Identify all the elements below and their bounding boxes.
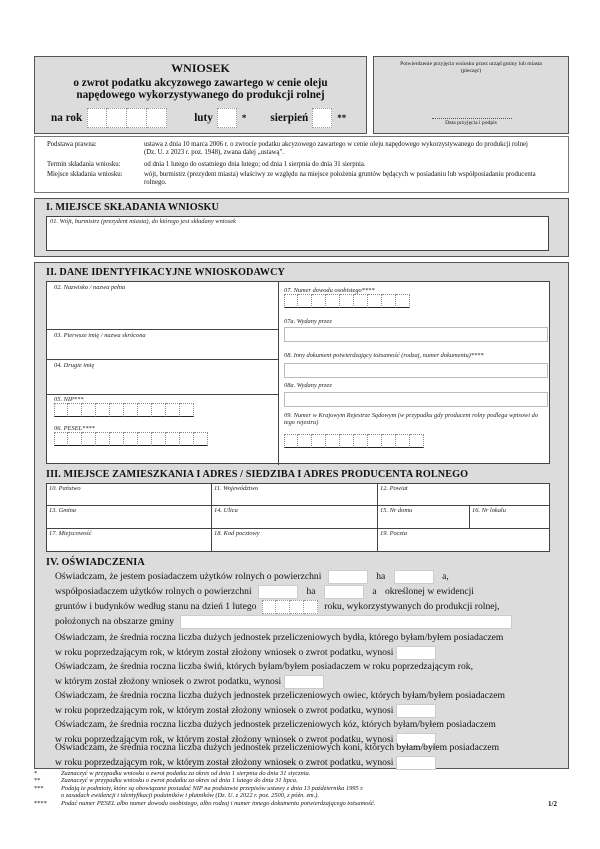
- section-1: [34, 198, 569, 257]
- section-3-grid: [46, 483, 550, 552]
- cattle-line-1: Oświadczam, że średnia roczna liczba dużych jednostek przeliczeniowych bydła, którego byłam/byłem posiadaczem: [55, 632, 504, 643]
- krs-digit-box[interactable]: [368, 434, 382, 448]
- pesel-digit-box[interactable]: [96, 432, 110, 446]
- section-2-title: II. DANE IDENTYFIKACYJNE WNIOSKODAWCY: [46, 267, 285, 278]
- footnote-2: [34, 777, 574, 784]
- section-1-title: I. MIEJSCE SKŁADANIA WNIOSKU: [46, 202, 220, 213]
- field-09-label: 09. Numer w Krajowym Rejestrze Sądowym (w przypadku gdy producent rolny podlega wpisowi do tego rejestru): [284, 412, 539, 427]
- field-08-other-document-input[interactable]: [284, 363, 548, 378]
- land-declaration: [55, 569, 512, 629]
- krs-digit-box[interactable]: [284, 434, 298, 448]
- field-06-pesel: [54, 425, 208, 446]
- field-19-label: 19. Poczta: [380, 530, 407, 537]
- id-digit-box[interactable]: [382, 294, 396, 308]
- id-digit-box[interactable]: [312, 294, 326, 308]
- pesel-digit-box[interactable]: [166, 432, 180, 446]
- coowned-area-ha-input[interactable]: [258, 585, 298, 599]
- field-08-label: 08. Inny dokument potwierdzający tożsamość (rodzaj, numer dokumentu)****: [284, 352, 484, 359]
- pigs-declaration: [55, 660, 473, 689]
- february-label: luty: [194, 112, 213, 124]
- footnote-text: Podają te podmioty, które są obowiązane posiadać NIP na podstawie przepisów ustawy z dnia 13 października 1995 r.: [61, 784, 364, 792]
- footnotes: [34, 770, 574, 807]
- field-04-label: 04. Drugie imię: [54, 362, 95, 369]
- nip-digit-box[interactable]: [152, 403, 166, 417]
- legal-basis-value: ustawa z dnia 10 marca 2006 r. o zwrocie podatku akcyzowego zawartego w cenie oleju napędowego wykorzystywanego do produkcji rolnej (Dz. U. z 2023 r. poz. 1948), zwana dalej „ustawą".: [144, 141, 528, 157]
- form-title: WNIOSEK: [171, 61, 230, 75]
- year-digit-box[interactable]: [147, 108, 167, 128]
- land-line-3-suffix: roku, wykorzystywanych do produkcji rolnej,: [324, 601, 500, 612]
- february-mark: *: [241, 113, 247, 123]
- pesel-digit-box[interactable]: [68, 432, 82, 446]
- horses-line-2: w roku poprzedzającym rok, w którym został złożony wniosek o zwrot podatku, wynosi: [55, 756, 394, 768]
- owned-area-ha-input[interactable]: [328, 570, 368, 584]
- august-checkbox[interactable]: [312, 108, 332, 128]
- page-number: 1/2: [548, 800, 557, 808]
- pesel-digit-box[interactable]: [82, 432, 96, 446]
- section-3-title: III. MIEJSCE ZAMIESZKANIA I ADRES / SIEDZIBA I ADRES PRODUCENTA ROLNEGO: [46, 469, 469, 480]
- field-15-house-number[interactable]: [378, 506, 470, 528]
- pesel-input[interactable]: [54, 432, 208, 446]
- footnote-3: [34, 785, 574, 792]
- id-digit-box[interactable]: [354, 294, 368, 308]
- footnote-mark: [34, 792, 61, 799]
- legal-basis-label: Podstawa prawna:: [47, 141, 97, 148]
- stamp-text: Potwierdzenie przyjęcia wniosku przez urząd gminy lub miasta (pieczęć): [400, 61, 542, 74]
- unit-ha: ha: [376, 571, 386, 582]
- pesel-digit-box[interactable]: [54, 432, 68, 446]
- footnote-4: [34, 800, 574, 807]
- sections-2-4: [34, 262, 569, 769]
- address-row-1: [47, 484, 549, 506]
- field-03-first-name[interactable]: [47, 330, 278, 360]
- field-01-authority[interactable]: [46, 216, 549, 251]
- nip-digit-box[interactable]: [68, 403, 82, 417]
- krs-digit-box[interactable]: [382, 434, 396, 448]
- footnote-mark: ****: [34, 799, 47, 807]
- field-16-label: 16. Nr lokalu: [472, 507, 506, 514]
- krs-input[interactable]: [284, 434, 424, 448]
- footnote-mark: **: [34, 777, 41, 785]
- august-label: sierpień: [270, 112, 309, 124]
- address-row-2: [47, 506, 549, 529]
- krs-digit-box[interactable]: [396, 434, 410, 448]
- owned-area-a-input[interactable]: [394, 570, 434, 584]
- nip-digit-box[interactable]: [166, 403, 180, 417]
- nip-input[interactable]: [54, 403, 194, 417]
- cattle-value-input[interactable]: [396, 646, 436, 660]
- field-08a-label: 08a. Wydany przez: [284, 382, 332, 389]
- pesel-digit-box[interactable]: [110, 432, 124, 446]
- nip-digit-box[interactable]: [110, 403, 124, 417]
- signature-dotted-line: [432, 118, 512, 119]
- land-line-1-text: Oświadczam, że jestem posiadaczem użytków rolnych o powierzchni: [55, 571, 322, 582]
- year-digit-box[interactable]: [127, 108, 147, 128]
- krs-digit-box[interactable]: [354, 434, 368, 448]
- year-digit-box[interactable]: [107, 108, 127, 128]
- field-15-label: 15. Nr domu: [380, 507, 413, 514]
- field-16-apartment-number[interactable]: [470, 506, 549, 528]
- pesel-digit-box[interactable]: [152, 432, 166, 446]
- cattle-line-2: w roku poprzedzającym rok, w którym został złożony wniosek o zwrot podatku, wynosi: [55, 646, 394, 658]
- land-line-2: [55, 584, 512, 599]
- unit-ha: ha: [306, 586, 316, 597]
- sheep-value-input[interactable]: [396, 704, 436, 718]
- field-17-label: 17. Miejscowość: [49, 530, 92, 537]
- column-divider: [278, 282, 279, 465]
- field-07a-issued-by-input[interactable]: [284, 327, 548, 342]
- footnote-mark: *: [34, 770, 38, 777]
- field-12-label: 12. Powiat: [380, 485, 408, 492]
- section-2-grid: [46, 281, 550, 464]
- field-11-voivodeship[interactable]: [212, 484, 378, 505]
- pesel-digit-box[interactable]: [138, 432, 152, 446]
- nip-digit-box[interactable]: [96, 403, 110, 417]
- land-line-2-text: współposiadaczem użytków rolnych o powierzchni: [55, 586, 252, 597]
- pigs-line-2: w którym został złożony wniosek o zwrot podatku, wynosi: [55, 675, 282, 687]
- id-digit-box[interactable]: [396, 294, 410, 308]
- sheep-declaration: [55, 689, 505, 718]
- field-17-locality[interactable]: [47, 529, 212, 551]
- id-number-input[interactable]: [284, 294, 410, 308]
- goats-line-2: w roku poprzedzającym rok, w którym został złożony wniosek o zwrot podatku, wynosi: [55, 733, 394, 745]
- krs-digit-box[interactable]: [326, 434, 340, 448]
- id-digit-box[interactable]: [340, 294, 354, 308]
- id-digit-box[interactable]: [368, 294, 382, 308]
- field-14-label: 14. Ulica: [214, 507, 238, 514]
- land-line-3-text: gruntów i budynków według stanu na dzień 1 lutego: [55, 601, 257, 612]
- footnote-3-cont: [34, 792, 574, 799]
- id-digit-box[interactable]: [284, 294, 298, 308]
- place-value: wójt, burmistrz (prezydent miasta) właściwy ze względu na miejsce położenia gruntów będących w posiadaniu lub współposiadaniu producenta rolnego.: [144, 171, 536, 187]
- krs-digit-box[interactable]: [410, 434, 424, 448]
- field-18-postal-code[interactable]: [212, 529, 378, 551]
- coowned-area-a-input[interactable]: [324, 585, 364, 599]
- form-subtitle-line1: o zwrot podatku akcyzowego zawartego w cenie oleju: [73, 77, 328, 89]
- horses-value-input[interactable]: [396, 756, 436, 770]
- pigs-value-input[interactable]: [284, 675, 324, 689]
- form-header: [34, 56, 367, 134]
- deadline-value: od dnia 1 lutego do ostatniego dnia lutego; od dnia 1 sierpnia do dnia 31 sierpnia.: [144, 161, 366, 168]
- land-year-digit-box[interactable]: [304, 600, 318, 614]
- id-digit-box[interactable]: [326, 294, 340, 308]
- field-07a-label: 07a. Wydany przez: [284, 318, 332, 325]
- unit-a: a,: [442, 571, 449, 582]
- field-13-label: 13. Gmina: [49, 507, 76, 514]
- land-line-3: [55, 599, 512, 614]
- land-line-4: [55, 614, 512, 629]
- field-11-label: 11. Województwo: [214, 485, 259, 492]
- field-19-post-office[interactable]: [378, 529, 549, 551]
- krs-digit-box[interactable]: [340, 434, 354, 448]
- pesel-digit-box[interactable]: [180, 432, 194, 446]
- land-year-input[interactable]: [262, 600, 318, 614]
- form-subtitle-line2: napędowego wykorzystywanego do produkcji rolnej: [76, 89, 325, 101]
- land-year-digit-box[interactable]: [262, 600, 276, 614]
- february-checkbox[interactable]: [217, 108, 237, 128]
- field-05-nip: [54, 396, 194, 417]
- field-02-surname[interactable]: [47, 282, 278, 330]
- nip-digit-box[interactable]: [180, 403, 194, 417]
- sheep-line-1: Oświadczam, że średnia roczna liczba dużych jednostek przeliczeniowych owiec, których byłam/byłem posiadaczem: [55, 690, 505, 701]
- field-08a-issued-by-input[interactable]: [284, 392, 548, 407]
- period-row: [51, 108, 346, 128]
- cattle-declaration: [55, 631, 503, 660]
- section-4-title: IV. OŚWIADCZENIA: [46, 557, 145, 568]
- field-13-municipality[interactable]: [47, 506, 212, 528]
- field-03-label: 03. Pierwsze imię / nazwa skrócona: [54, 332, 146, 339]
- field-02-label: 02. Nazwisko / nazwa pełna: [54, 284, 126, 291]
- field-10-label: 10. Państwo: [49, 485, 81, 492]
- legal-info-box: [34, 136, 569, 193]
- unit-a: a: [372, 586, 377, 597]
- footnote-text: Zaznaczyć w przypadku wniosku o zwrot podatku za okres od dnia 1 sierpnia do dnia 31 stycznia.: [61, 770, 311, 777]
- date-signature-label: Data przyjęcia i podpis: [445, 120, 497, 126]
- sheep-line-2: w roku poprzedzającym rok, w którym został złożony wniosek o zwrot podatku, wynosi: [55, 704, 394, 716]
- field-14-street[interactable]: [212, 506, 378, 528]
- year-label: na rok: [51, 112, 83, 124]
- field-05-label: 05. NIP***: [54, 396, 84, 403]
- field-10-country[interactable]: [47, 484, 212, 505]
- goats-line-1: Oświadczam, że średnia roczna liczba dużych jednostek przeliczeniowych kóz, których byłam/byłem posiadaczem: [55, 719, 496, 730]
- address-row-3: [47, 529, 549, 551]
- field-04-second-name[interactable]: [47, 360, 278, 395]
- year-input[interactable]: [87, 108, 167, 128]
- august-mark: **: [337, 113, 347, 123]
- field-18-label: 18. Kod pocztowy: [214, 530, 260, 537]
- footnote-text: Podać numer PESEL albo numer dowodu osobistego, albo rodzaj i numer innego dokumentu potwierdzającego tożsamość.: [61, 799, 376, 807]
- footnote-1: [34, 770, 574, 777]
- footnote-text: Zaznaczyć w przypadku wniosku o zwrot podatku za okres od dnia 1 lutego do dnia 31 lipca.: [61, 777, 298, 785]
- deadline-label: Termin składania wniosku:: [47, 161, 121, 168]
- field-07-label: 07. Numer dowodu osobistego****: [284, 287, 375, 294]
- nip-digit-box[interactable]: [82, 403, 96, 417]
- footnote-text: o zasadach ewidencji i identyfikacji podatników i płatników (Dz. U. z 2022 r. poz. 2500, z późn. zm.).: [61, 792, 319, 800]
- pigs-line-1: Oświadczam, że średnia roczna liczba świń, których byłam/byłem posiadaczem w roku poprzedzającym rok,: [55, 661, 473, 672]
- land-year-digit-box[interactable]: [290, 600, 304, 614]
- year-digit-box[interactable]: [87, 108, 107, 128]
- pesel-digit-box[interactable]: [194, 432, 208, 446]
- field-12-county[interactable]: [378, 484, 549, 505]
- place-label: Miejsce składania wniosku:: [47, 171, 123, 178]
- land-year-digit-box[interactable]: [276, 600, 290, 614]
- field-06-label: 06. PESEL****: [54, 425, 95, 432]
- receipt-stamp-box: [373, 56, 569, 134]
- id-digit-box[interactable]: [298, 294, 312, 308]
- footnote-mark: ***: [34, 784, 44, 792]
- nip-digit-box[interactable]: [54, 403, 68, 417]
- krs-digit-box[interactable]: [312, 434, 326, 448]
- land-line-2-suffix: określonej w ewidencji: [384, 586, 474, 597]
- horses-line-1: Oświadczam, że średnia roczna liczba dużych jednostek przeliczeniowych koni, których byłam/byłem posiadaczem: [55, 742, 500, 753]
- land-line-1: [55, 569, 512, 584]
- field-07-id-number: [284, 287, 410, 308]
- krs-digit-box[interactable]: [298, 434, 312, 448]
- land-line-4-text: położonych na obszarze gminy: [55, 616, 175, 627]
- nip-digit-box[interactable]: [124, 403, 138, 417]
- municipality-area-input[interactable]: [180, 615, 512, 629]
- pesel-digit-box[interactable]: [124, 432, 138, 446]
- field-01-label: 01. Wójt, burmistrz (prezydent miasta), do którego jest składany wniosek: [50, 218, 236, 225]
- nip-digit-box[interactable]: [138, 403, 152, 417]
- horses-declaration: [55, 741, 499, 770]
